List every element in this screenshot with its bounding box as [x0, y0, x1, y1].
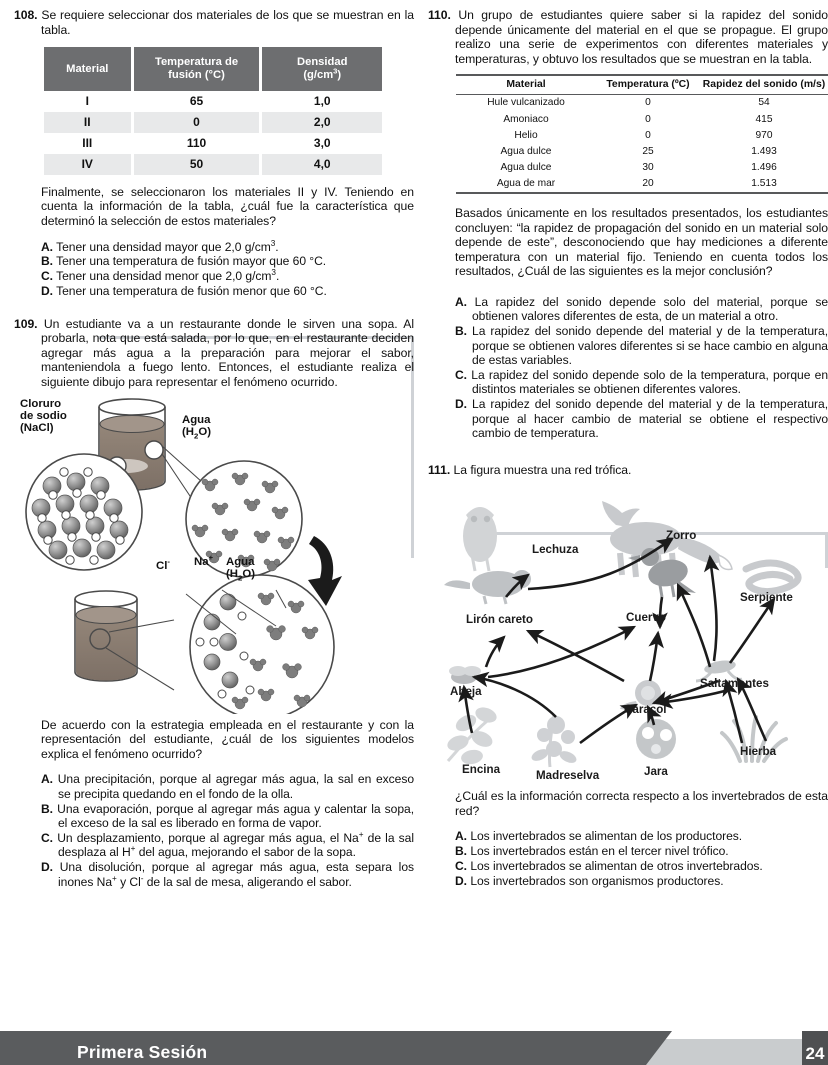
- dormouse-illustration: [444, 570, 531, 604]
- th-density-sub: $(g/cm^3)$: [303, 66, 342, 81]
- sound-speed-table: [456, 74, 828, 194]
- question-108-paragraph: Finalmente, se seleccionaron los materiales II y IV. Teniendo en cuenta la información de la tabla, ¿cuál fue la característica que determinó la selección de estos materiales?: [41, 184, 414, 228]
- cell-material: II: [44, 112, 131, 133]
- option-c-text: Un desplazamiento, porque al agregar más agua, el Na+ de la sal desplaza al H+ del agua, mejorando el sabor de la sopa.: [57, 830, 414, 860]
- label-hierba: Hierba: [740, 745, 777, 759]
- cell-temperature: 0: [134, 112, 260, 133]
- option-b[interactable]: B. Tener una temperatura de fusión mayor que 60 °C.: [41, 254, 327, 269]
- option-a-text: Los invertebrados se alimentan de los productores.: [470, 829, 743, 844]
- table-row: [456, 160, 828, 176]
- th-sound-speed: Rapidez del sonido (m/s): [702, 79, 826, 91]
- option-b-text: Tener una temperatura de fusión mayor que 60 °C.: [56, 254, 327, 269]
- question-111-options: [428, 829, 828, 888]
- cell-temperature: 25: [642, 146, 654, 158]
- option-c-text: Los invertebrados se alimentan de otros invertebrados.: [470, 859, 763, 874]
- cell-density: 1,0: [313, 94, 331, 109]
- question-109: [14, 317, 414, 890]
- option-d-text: Los invertebrados son organismos productores.: [470, 874, 724, 889]
- table-row: [456, 127, 828, 143]
- label-cloruro-ion: Cl-: [156, 556, 170, 572]
- dissolved-ions-circle: [186, 575, 334, 714]
- option-b-text: Los invertebrados están en el tercer nivel trófico.: [470, 844, 729, 859]
- page-number: 24: [802, 1031, 828, 1065]
- option-d[interactable]: D. Tener una temperatura de fusión menor que 60 °C.: [41, 284, 327, 299]
- question-110: [428, 0, 828, 441]
- cell-material: III: [82, 136, 93, 151]
- table-row: [456, 176, 828, 193]
- question-111-number: 111.: [428, 462, 451, 477]
- question-108-stem-text: Se requiere seleccionar dos materiales de los que se muestran en la tabla.: [41, 8, 414, 37]
- question-111: [428, 463, 828, 889]
- th-material: Material: [506, 79, 546, 91]
- option-d[interactable]: D. La rapidez del sonido depende del material y de la temperatura, porque al hacer cambio de material se obtiene el respectivo cambio de temperatura.: [455, 397, 828, 441]
- option-b-text: Una evaporación, porque al agregar más agua y calentar la sopa, el exceso de la sal es liberado en forma de vapor.: [57, 801, 414, 831]
- salt-lattice-circle: [26, 454, 142, 570]
- label-liron-careto: Lirón careto: [466, 613, 533, 627]
- question-111-paragraph: ¿Cuál es la información correcta respecto a los invertebrados de esta red?: [455, 789, 828, 818]
- cell-temperature: 20: [642, 178, 654, 190]
- question-110-number: 110.: [428, 8, 451, 22]
- label-cloruro-de-sodio: Cloruro de sodio (NaCl): [20, 397, 67, 435]
- cell-temperature: 50: [134, 154, 260, 175]
- materials-table: [41, 47, 385, 175]
- right-column: [428, 0, 828, 894]
- cell-material: Helio: [514, 129, 538, 141]
- oak-illustration: [445, 705, 498, 766]
- cell-temperature: 0: [645, 113, 651, 125]
- option-a[interactable]: A. Tener una densidad mayor que 2,0 $g/cm^3$.: [41, 238, 279, 254]
- cell-temperature: 110: [186, 136, 207, 151]
- option-d[interactable]: D. Los invertebrados son organismos productores.: [455, 874, 724, 889]
- table-header-row: [44, 47, 382, 91]
- option-c-text: Tener una densidad menor que 2,0 $g/cm^3$.: [56, 268, 280, 284]
- beaker-bottom: [75, 591, 137, 681]
- question-108-stem: [14, 8, 414, 37]
- cell-speed: 1.493: [751, 146, 777, 158]
- option-a[interactable]: A. Una precipitación, porque al agregar más agua, la sal en exceso se precipita quedando en el fondo de la olla.: [41, 772, 414, 801]
- label-serpiente: Serpiente: [740, 591, 793, 605]
- label-agua-bottom: Agua $(H_2O)$: [226, 555, 255, 583]
- table-row: [456, 94, 828, 111]
- label-agua-formula: $(H_2O)$: [182, 426, 211, 441]
- question-109-number: 109.: [14, 316, 38, 331]
- label-jara: Jara: [644, 765, 668, 779]
- option-c[interactable]: C. Los invertebrados se alimentan de otros invertebrados.: [455, 859, 763, 874]
- th-temperature: Temperatura (ºC): [606, 79, 690, 91]
- nacl-figure-svg: [14, 394, 414, 714]
- option-c[interactable]: C. Tener una densidad menor que 2,0 $g/cm^3$.: [41, 268, 280, 284]
- cell-material: Amoniaco: [503, 113, 549, 125]
- cell-material: IV: [44, 154, 131, 175]
- option-a[interactable]: A. Los invertebrados se alimentan de los productores.: [455, 829, 743, 844]
- food-web-svg: [428, 481, 828, 781]
- option-b[interactable]: B. Los invertebrados están en el tercer nivel trófico.: [455, 844, 729, 859]
- table-row: [44, 91, 382, 112]
- th-material: Material: [44, 47, 131, 91]
- table-header-row: [456, 75, 828, 94]
- cell-temperature: 0: [645, 129, 651, 141]
- cell-speed: 54: [758, 97, 770, 109]
- option-c[interactable]: C. La rapidez del sonido depende solo de la temperatura, porque en distintos materiales se obtienen diferentes valores.: [455, 368, 828, 397]
- cell-temperature: 0: [645, 97, 651, 109]
- table-row: [44, 112, 382, 133]
- option-d-text: Tener una temperatura de fusión menor que 60 °C.: [56, 284, 327, 299]
- cell-speed: 415: [755, 113, 773, 125]
- option-a-text: La rapidez del sonido depende solo del material, porque se obtienen valores diferentes de esta, de un material a otro.: [472, 294, 828, 324]
- label-lechuza: Lechuza: [532, 543, 579, 557]
- cell-temperature: 30: [642, 162, 654, 174]
- question-109-options: [14, 772, 414, 889]
- label-madreselva: Madreselva: [536, 769, 600, 783]
- cell-speed: 970: [755, 129, 773, 141]
- option-d-text: La rapidez del sonido depende del material y de la temperatura, porque al hacer cambio de material se obtiene el respectivo cambio de temperatura.: [472, 397, 828, 441]
- label-zorro: Zorro: [666, 529, 697, 543]
- table-row: [44, 133, 382, 154]
- question-110-stem: [428, 8, 828, 66]
- option-a-text: Una precipitación, porque al agregar más agua, la sal en exceso se precipita quedando en el fondo de la olla.: [57, 772, 414, 801]
- nacl-dissolution-figure: [14, 394, 414, 714]
- question-108-number: 108.: [14, 8, 38, 22]
- owl-illustration: [463, 507, 497, 571]
- question-108: [14, 0, 414, 299]
- th-density: Densidad $(g/cm^3)$: [262, 47, 382, 91]
- food-web-figure: [428, 481, 828, 781]
- option-b-text: La rapidez del sonido depende del material y de la temperatura, porque se obtienen valores diferentes si se hace cambio en alguna de estas variables.: [472, 324, 828, 368]
- label-agua-top: Agua $(H_2O)$: [182, 413, 211, 441]
- option-c[interactable]: C. Un desplazamiento, porque al agregar más agua, el Na+ de la sal desplaza al H+ del agua, mejorando el sabor de la sopa.: [41, 830, 414, 860]
- th-melting-temperature-sub: fusión (°C): [168, 68, 225, 81]
- table-row: [44, 154, 382, 175]
- question-109-stem: [14, 317, 414, 390]
- cell-temperature: 65: [189, 94, 204, 109]
- cell-density: 4,0: [262, 154, 382, 175]
- cell-density: 2,0: [262, 112, 382, 133]
- cell-material: Agua dulce: [500, 162, 552, 174]
- option-b[interactable]: B. Una evaporación, porque al agregar más agua y calentar la sopa, el exceso de la sal es liberado en forma de vapor.: [41, 801, 414, 831]
- cell-speed: 1.496: [751, 162, 777, 174]
- question-110-paragraph: Basados únicamente en los resultados presentados, los estudiantes concluyen: “la rapidez de propagación del sonido en un material solo depende de este”, desconociendo que hay mediciones a diferente temperatura con un material fijo. Teniendo en cuenta todos los resultados, ¿Cuál de las siguientes es la mejor conclusión?: [455, 206, 828, 279]
- question-110-stem-text: Un grupo de estudiantes quiere saber si la rapidez del sonido depende únicamente del material en el que se propague. El grupo realizo una serie de experimentos con diferentes materiales y temperaturas, y obtuvo los resultados que se muestran en la tabla.: [455, 8, 828, 66]
- cell-speed: 1.513: [751, 178, 777, 190]
- cell-material: Hule vulcanizado: [487, 97, 565, 109]
- label-abeja: Abeja: [450, 685, 482, 699]
- question-111-stem: [428, 463, 828, 478]
- option-b[interactable]: B. La rapidez del sonido depende del material y de la temperatura, porque se obtienen valores diferentes si se hace cambio en alguna de estas variables.: [455, 324, 828, 368]
- question-111-stem-text: La figura muestra una red trófica.: [453, 462, 632, 477]
- label-cuervo: Cuervo: [626, 611, 666, 625]
- question-110-options: [428, 295, 828, 441]
- cell-material: Agua dulce: [500, 146, 552, 158]
- label-saltamontes: Saltamontes: [700, 677, 769, 691]
- page-footer: [0, 1025, 828, 1065]
- label-encina: Encina: [462, 763, 501, 777]
- option-c-text: La rapidez del sonido depende solo de la temperatura, porque en distintos materiales se obtienen diferentes valores.: [471, 368, 828, 397]
- label-sodio-ion: Na+: [194, 552, 214, 568]
- option-d-text: Una disolución, porque al agregar más agua, esta separa los inones Na+ y Cl- de la sal de mesa, aligerando el sabor.: [58, 860, 414, 889]
- question-108-options: [14, 240, 414, 299]
- honeysuckle-illustration: [530, 715, 579, 767]
- rockrose-illustration: [636, 719, 676, 759]
- question-109-paragraph: De acuerdo con la estrategia empleada en el restaurante y con la representación del estudiante, ¿cuál de los siguientes modelos explica el fenómeno ocurrido?: [41, 717, 414, 761]
- table-row: [456, 111, 828, 127]
- left-column: [14, 0, 414, 895]
- table-row: [456, 143, 828, 159]
- cell-material: I: [85, 94, 89, 109]
- option-d[interactable]: D. Una disolución, porque al agregar más agua, esta separa los inones Na+ y Cl- de la sal de mesa, aligerando el sabor.: [41, 860, 414, 889]
- cell-material: Agua de mar: [496, 178, 556, 190]
- label-caracol: Caracol: [624, 703, 667, 717]
- footer-session-label: Primera Sesión: [77, 1042, 208, 1062]
- cell-density: 3,0: [313, 136, 331, 151]
- option-a[interactable]: A. La rapidez del sonido depende solo del material, porque se obtienen valores diferentes de esta, de un material a otro.: [455, 294, 828, 324]
- label-agua-bottom-formula: $(H_2O)$: [226, 568, 255, 583]
- bee-illustration: [449, 666, 481, 684]
- option-a-text: Tener una densidad mayor que 2,0 $g/cm^3$.: [56, 238, 279, 254]
- snake-illustration: [746, 563, 798, 592]
- question-109-stem-text: Un estudiante va a un restaurante donde le sirven una sopa. Al probarla, nota que está salada, por lo que, en el restaurante deciden agregar más agua a la preparación para mejorar el sabor, manteniendola a fuego lento. Entonces, el estudiante realiza el siguiente dibujo para representar el fenómeno ocurrido.: [41, 316, 415, 390]
- th-melting-temperature: Temperatura de fusión (°C): [134, 47, 260, 91]
